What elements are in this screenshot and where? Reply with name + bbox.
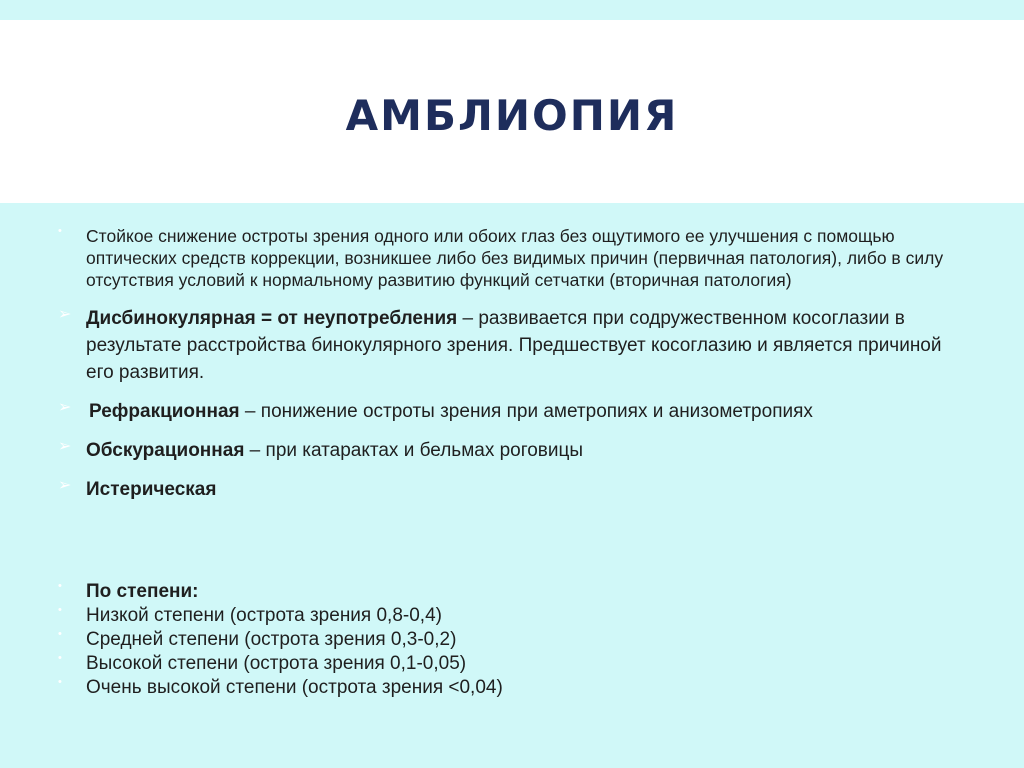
type-term: Истерическая	[86, 479, 217, 500]
dot-bullet-icon: •	[58, 676, 62, 688]
definition-text: Стойкое снижение остроты зрения одного или обоих глаз без ощутимого ее улучшения с помощью оптических средств коррекции, возникшее либо без видимых причин (первичная патология), либо в силу отсутствия условий к нормальному развитию функций сетчатки (вторичная патология)	[86, 226, 944, 290]
type-item-hysterical	[58, 476, 958, 503]
type-text	[86, 437, 958, 464]
degree-heading: По степени:	[86, 581, 199, 602]
dot-bullet-icon: •	[58, 225, 62, 237]
slide-title: АМБЛИОПИЯ	[345, 91, 679, 140]
type-term: Дисбинокулярная = от неупотребления	[86, 308, 458, 329]
type-text	[86, 305, 958, 386]
degree-text: Низкой степени (острота зрения 0,8-0,4)	[86, 605, 442, 626]
type-text	[89, 398, 958, 425]
type-term: Рефракционная	[89, 401, 240, 422]
degree-item	[58, 628, 958, 652]
type-item-obscuration	[58, 437, 958, 464]
check-arrow-bullet-icon: ➢	[58, 477, 72, 494]
degree-heading-item	[58, 580, 958, 604]
degree-item	[58, 676, 958, 700]
type-description: – понижение остроты зрения при аметропиях и анизометропиях	[239, 401, 813, 422]
type-description: – развивается при содружественном косоглазии в результате расстройства бинокулярного зрения. Предшествует косоглазию и является причиной его развития.	[86, 308, 942, 383]
degree-text: Средней степени (острота зрения 0,3-0,2)	[86, 629, 457, 650]
dot-bullet-icon: •	[58, 580, 62, 592]
degree-item	[58, 652, 958, 676]
check-arrow-bullet-icon: ➢	[58, 399, 72, 416]
type-description: – при катарактах и бельмах роговицы	[244, 440, 584, 461]
check-arrow-bullet-icon: ➢	[58, 438, 72, 455]
type-term: Обскурационная	[86, 440, 245, 461]
type-item-refractive	[58, 398, 958, 425]
degree-item	[58, 604, 958, 628]
slide-content	[58, 225, 958, 700]
degree-text: Высокой степени (острота зрения 0,1-0,05)	[86, 653, 467, 674]
definition-item	[58, 225, 958, 291]
dot-bullet-icon: •	[58, 652, 62, 664]
dot-bullet-icon: •	[58, 604, 62, 616]
dot-bullet-icon: •	[58, 628, 62, 640]
type-item-dysbinocular	[58, 305, 958, 386]
degree-text: Очень высокой степени (острота зрения <0,04)	[86, 677, 503, 698]
type-text	[86, 476, 958, 503]
check-arrow-bullet-icon: ➢	[58, 306, 72, 323]
